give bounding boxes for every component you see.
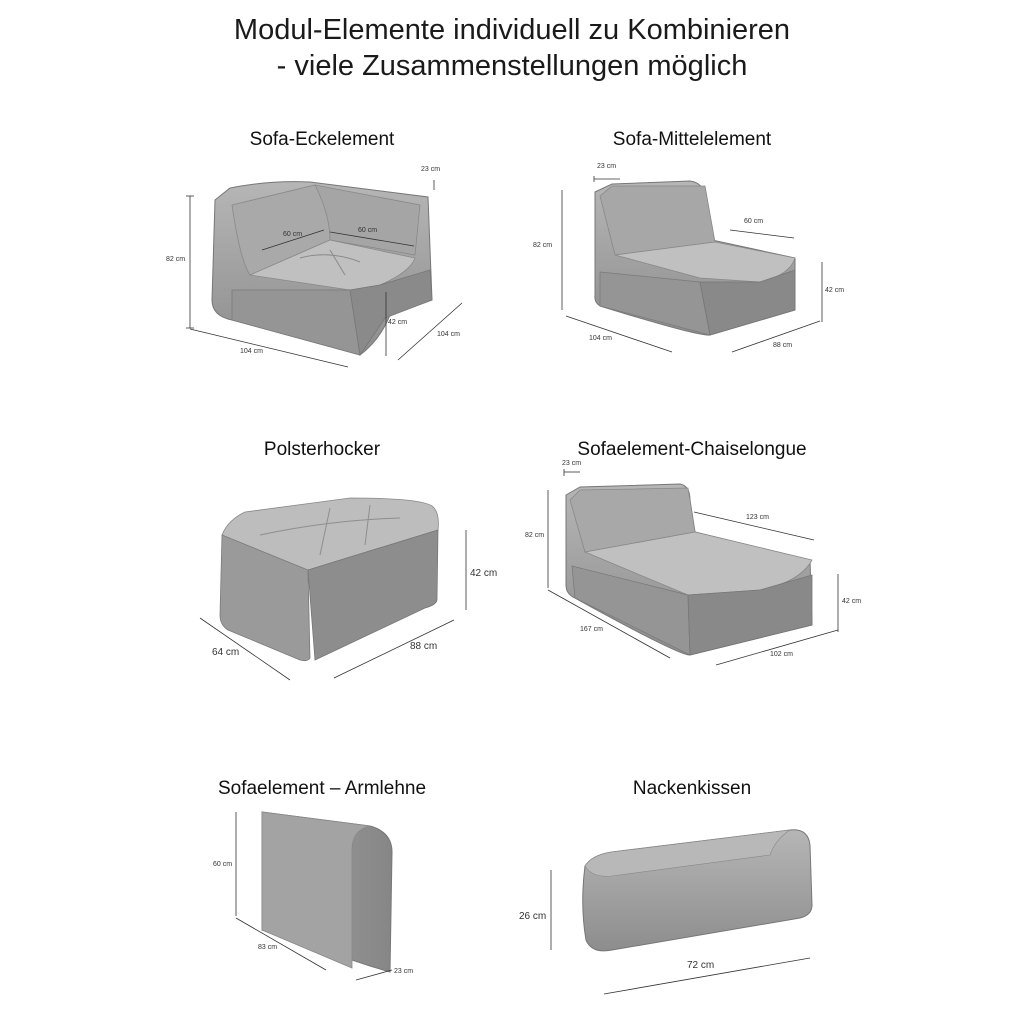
ottoman-dim-height: 42 cm xyxy=(470,568,498,579)
middle-dim-back-depth: 23 cm xyxy=(597,163,617,170)
label-armrest: Sofaelement – Armlehne xyxy=(217,778,427,799)
label-middle: Sofa-Mittelelement xyxy=(612,129,772,150)
middle-dim-width: 104 cm xyxy=(589,335,612,342)
ottoman-dim-width: 88 cm xyxy=(410,641,438,652)
corner-dim-width: 104 cm xyxy=(240,348,263,355)
corner-dim-seat-left: 60 cm xyxy=(283,231,303,238)
ottoman-image xyxy=(220,498,438,661)
middle-dim-height: 82 cm xyxy=(533,242,553,249)
middle-sofa-image xyxy=(595,181,795,335)
chaise-dim-back-depth: 23 cm xyxy=(562,460,582,467)
label-corner: Sofa-Eckelement xyxy=(249,129,395,150)
corner-sofa-image xyxy=(212,182,432,355)
corner-dim-arm-depth: 23 cm xyxy=(421,166,441,173)
corner-dim-depth: 104 cm xyxy=(437,331,460,338)
armrest-dim-length: 83 cm xyxy=(258,944,278,951)
middle-dim-seat: 60 cm xyxy=(744,218,764,225)
armrest-image xyxy=(262,812,392,972)
ottoman-dim-depth: 64 cm xyxy=(212,647,240,658)
corner-dim-height: 82 cm xyxy=(166,256,186,263)
chaise-dim-height: 82 cm xyxy=(525,532,545,539)
label-chaise: Sofaelement-Chaiselongue xyxy=(577,439,807,460)
middle-dim-seat-height: 42 cm xyxy=(825,287,845,294)
page-title-line-2: - viele Zusammenstellungen möglich xyxy=(276,50,748,82)
pillow-image xyxy=(583,830,812,951)
chaise-dim-seat: 123 cm xyxy=(746,514,769,521)
corner-dim-seat-right: 60 cm xyxy=(358,227,378,234)
chaise-dim-seat-height: 42 cm xyxy=(842,598,862,605)
label-ottoman: Polsterhocker xyxy=(263,439,381,460)
middle-dim-depth: 88 cm xyxy=(773,342,793,349)
page-title-line-1: Modul-Elemente individuell zu Kombinieren xyxy=(233,14,791,46)
chaise-dim-length: 167 cm xyxy=(580,626,603,633)
armrest-dim-height: 60 cm xyxy=(213,861,233,868)
pillow-dim-height: 26 cm xyxy=(519,911,547,922)
label-pillow: Nackenkissen xyxy=(632,778,752,799)
corner-dim-seat-height: 42 cm xyxy=(388,319,408,326)
armrest-dim-depth: 23 cm xyxy=(394,968,414,975)
chaise-dim-width: 102 cm xyxy=(770,651,793,658)
pillow-dim-width: 72 cm xyxy=(687,960,715,971)
